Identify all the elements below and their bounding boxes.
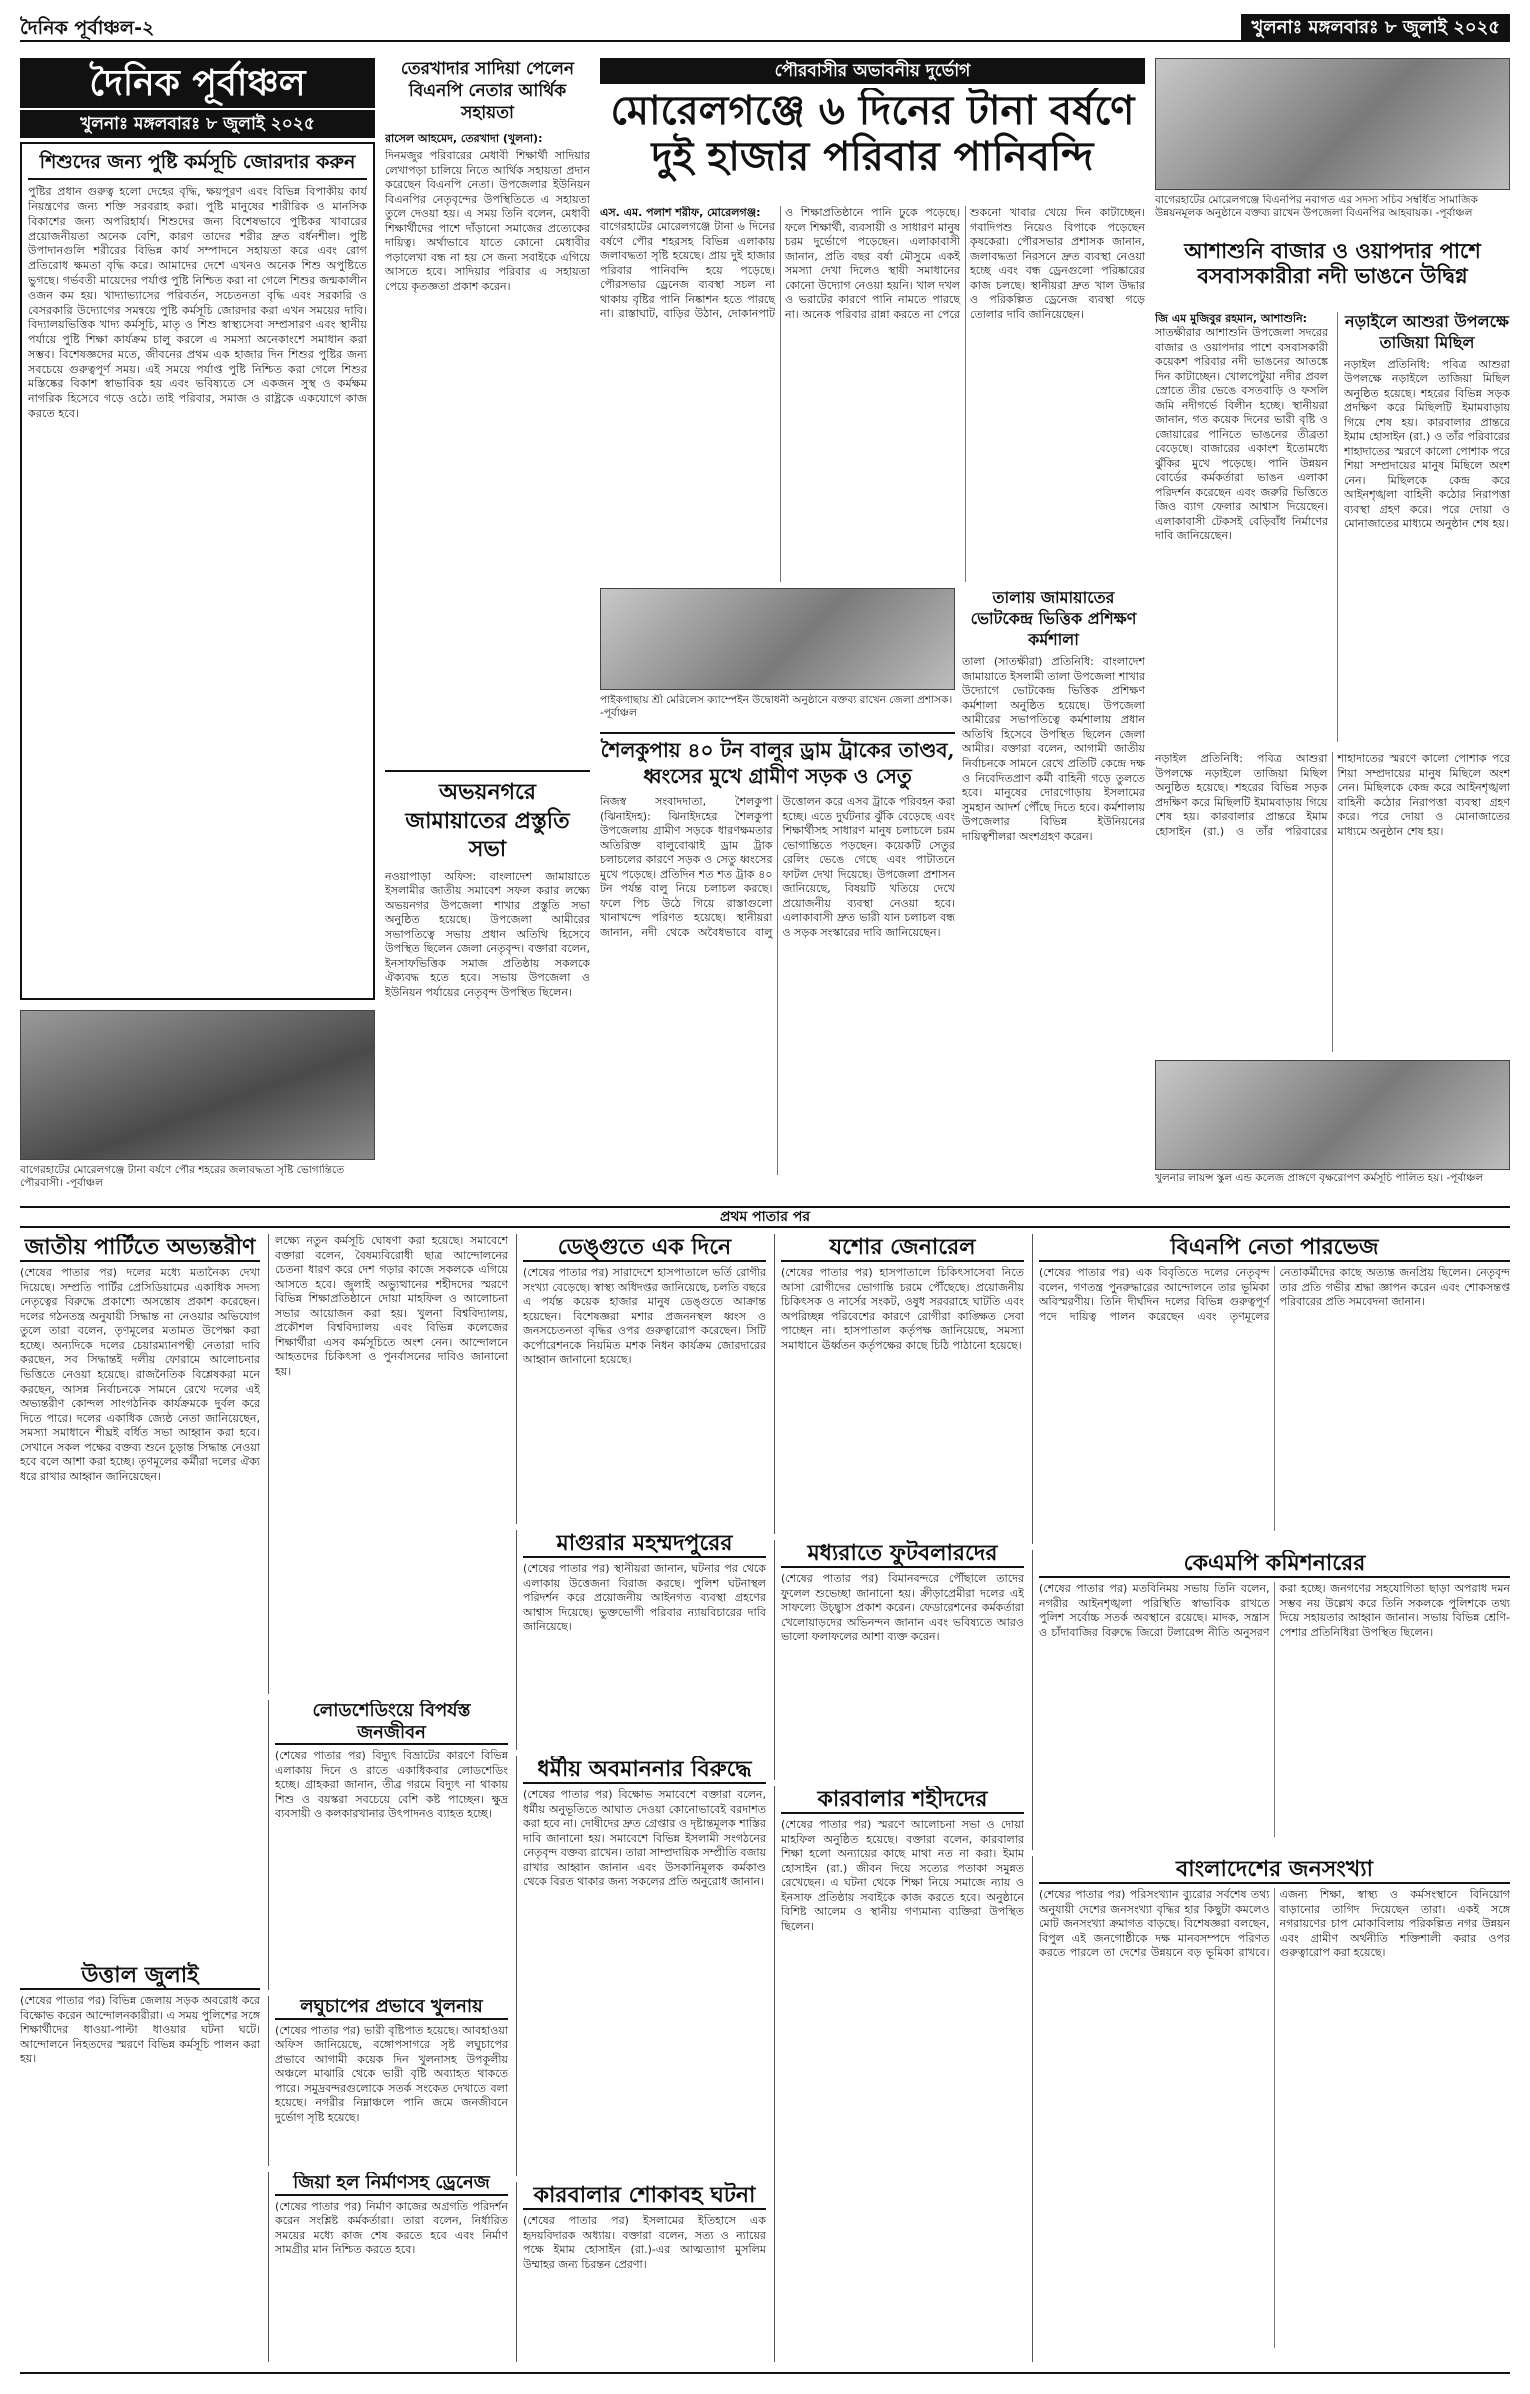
headline-jessore: যশোর জেনারেল	[781, 1234, 1024, 1262]
byline-flood: এস. এম. পলাশ শরীফ, মোরেলগঞ্জ:	[600, 206, 761, 219]
headline-dharmiya: ধর্মীয় অবমাননার বিরুদ্ধে	[523, 1756, 766, 1784]
headline-magura: মাগুরার মহম্মদপুরের	[523, 1530, 766, 1558]
body-deng: (শেষের পাতার পর) সারাদেশে হাসপাতালে ভর্তি রোগীর সংখ্যা বেড়েছে। স্বাস্থ্য অধিদপ্তর জানিয়েছে, চলতি বছরে এ পর্যন্ত কয়েক হাজার মানুষ ডেঙ্গুতে আক্রান্ত হয়েছেন। বিশেষজ্ঞরা মশার প্রজননস্থল ধ্বংস ও জনসচেতনতা বৃদ্ধির ওপর গুরুত্বারোপ করেছেন। সিটি কর্পোরেশনকে নিয়মিত মশক নিধন কার্যক্রম জোরদারের আহ্বান জানানো হয়েছে।	[523, 1266, 766, 1367]
article-deng	[516, 1234, 766, 1524]
body-kmp: (শেষের পাতার পর) মতবিনিময় সভায় তিনি বলেন, নগরীর আইনশৃঙ্খলা পরিস্থিতি স্বাভাবিক রাখতে পুলিশ সর্বোচ্চ সতর্ক অবস্থানে রয়েছে। মাদক, সন্ত্রাস ও চাঁদাবাজির বিরুদ্ধে জিরো টলারেন্স নীতি অনুসরণ করা হচ্ছে। জনগণের সহযোগিতা ছাড়া অপরাধ দমন সম্ভব নয় উল্লেখ করে তিনি সকলকে পুলিশকে তথ্য দিয়ে সহায়তার আহ্বান জানান। সভায় বিভিন্ন শ্রেণি-পেশার প্রতিনিধিরা উপস্থিত ছিলেন।	[1039, 1582, 1510, 1639]
article-karbala2	[774, 1786, 1024, 2362]
article-river	[1155, 312, 1328, 742]
headline-truck: শৈলকুপায় ৪০ টন বালুর ড্রাম ট্রাকের তাণ্ডব, ধ্বংসের মুখে গ্রামীণ সড়ক ও সেতু	[600, 738, 955, 788]
body-magura: (শেষের পাতার পর) স্থানীয়রা জানান, ঘটনার পর থেকে এলাকায় উত্তেজনা বিরাজ করছে। পুলিশ ঘটনাস্থল পরিদর্শন করে প্রয়োজনীয় আইনগত ব্যবস্থা গ্রহণের আশ্বাস দিয়েছে। ভুক্তভোগী পরিবার ন্যায়বিচারের দাবি জানিয়েছে।	[523, 1562, 766, 1634]
body-karbala1: (শেষের পাতার পর) ইসলামের ইতিহাসে এক হৃদয়বিদারক অধ্যায়। বক্তারা বলেন, সত্য ও ন্যায়ের পক্ষে ইমাম হোসাইন (রা.)-এর আত্মত্যাগ মুসলিম উম্মাহর জন্য চিরন্তন প্রেরণা।	[523, 2214, 766, 2271]
article-population	[1032, 1856, 1510, 2362]
headline-abhaynagar: অভয়নগরে জামায়াতের প্রস্তুতি সভা	[405, 779, 570, 863]
headline-flood: মোরেলগঞ্জে ৬ দিনের টানা বর্ষণে দুই হাজার পরিবার পানিবন্দি	[610, 88, 1135, 180]
article-jatiya	[20, 1234, 260, 1954]
body-jessore: (শেষের পাতার পর) হাসপাতালে চিকিৎসাসেবা নিতে আসা রোগীদের ভোগান্তি চরমে পৌঁছেছে। প্রয়োজনীয় চিকিৎসক ও নার্সের সংকট, ওষুধ সরবরাহে ঘাটতি এবং অপরিচ্ছন্ন পরিবেশের কারণে রোগীরা কাঙ্ক্ষিত সেবা পাচ্ছেন না। হাসপাতাল কর্তৃপক্ষ জানিয়েছে, সমস্যা সমাধানে ঊর্ধ্বতন কর্তৃপক্ষের কাছে চিঠি পাঠানো হয়েছে।	[781, 1266, 1024, 1352]
page-header	[20, 14, 1510, 42]
body-zia: (শেষের পাতার পর) নির্মাণ কাজের অগ্রগতি পরিদর্শন করেন সংশ্লিষ্ট কর্মকর্তারা। তারা বলেন, নির্ধারিত সময়ের মধ্যে কাজ শেষ করতে হবে এবং নির্মাণ সামগ্রীর মান নিশ্চিত করতে হবে।	[275, 2199, 508, 2257]
body-lucky: (শেষের পাতার পর) ভারী বৃষ্টিপাত হয়েছে। আবহাওয়া অফিস জানিয়েছে, বঙ্গোপসাগরে সৃষ্ট লঘুচাপের প্রভাবে আগামী কয়েক দিন খুলনাসহ উপকূলীয় অঞ্চলে মাঝারি থেকে ভারী বৃষ্টি অব্যাহত থাকতে পারে। সমুদ্রবন্দরগুলোকে সতর্ক সংকেত দেখাতে বলা হয়েছে। নগরীর নিম্নাঞ্চলে পানি জমে জনজীবনে দুর্ভোগ সৃষ্টি হয়েছে।	[275, 2023, 508, 2124]
headline-jamaat-training: তালায় জামায়াতের ভোটকেন্দ্র ভিত্তিক প্রশিক্ষণ কর্মশালা	[970, 588, 1137, 649]
article-zia	[268, 2172, 508, 2362]
headline-nutrition: শিশুদের জন্য পুষ্টি কর্মসূচি জোরদার করুন	[28, 150, 367, 180]
article-football	[774, 1540, 1024, 1780]
caption-bnp-meeting: বাগেরহাটের মোরেলগঞ্জে বিএনপির নবাগত এর সদস্য সচিব সম্বর্ধিত সামাজিক উন্নয়নমূলক অনুষ্ঠানে বক্তব্য রাখেন উপজেলা বিএনপির আহবায়ক। -পূর্বাঞ্চল	[1155, 194, 1478, 220]
article-ashura	[1337, 312, 1510, 742]
headline-football: মধ্যরাতে ফুটবলারদের	[781, 1540, 1024, 1568]
article-flood	[600, 206, 1145, 582]
body-jamaat-training: তালা (সাতক্ষীরা) প্রতিনিধি: বাংলাদেশ জামায়াতে ইসলামী তালা উপজেলা শাখার উদ্যোগে ভোটকেন্দ্র ভিত্তিক প্রশিক্ষণ কর্মশালা অনুষ্ঠিত হয়েছে। উপজেলা আমীরের সভাপতিত্বে কর্মশালায় প্রধান অতিথি হিসেবে উপস্থিত ছিলেন জেলা আমীর। বক্তারা বলেন, আগামী জাতীয় নির্বাচনকে সামনে রেখে প্রতিটি কেন্দ্রে দক্ষ ও নিবেদিতপ্রাণ কর্মী বাহিনী গড়ে তুলতে হবে। মানুষের দোরগোড়ায় ইসলামের সুমহান আদর্শ পৌঁছে দিতে হবে। কর্মশালায় উপজেলার বিভিন্ন ইউনিয়নের দায়িত্বশীলরা অংশগ্রহণ করেন।	[962, 655, 1145, 843]
article-karbala1	[516, 2182, 766, 2362]
body-population: (শেষের পাতার পর) পরিসংখ্যান ব্যুরোর সর্বশেষ তথ্য অনুযায়ী দেশের জনসংখ্যা বৃদ্ধির হার কিছুটা কমলেও মোট জনসংখ্যা ক্রমাগত বাড়ছে। বিশেষজ্ঞরা বলছেন, বিপুল এই জনগোষ্ঠীকে দক্ষ মানবসম্পদে পরিণত করতে পারলে তা দেশের উন্নয়নে বড় ভূমিকা রাখবে। এজন্য শিক্ষা, স্বাস্থ্য ও কর্মসংস্থানে বিনিয়োগ বাড়ানোর তাগিদ দিয়েছেন তারা। একই সঙ্গে নগরায়ণের চাপ মোকাবিলায় পরিকল্পিত নগর উন্নয়ন এবং গ্রামীণ অর্থনীতি শক্তিশালী করার ওপর গুরুত্বারোপ করা হয়েছে।	[1039, 1888, 1510, 1960]
section-separator: প্রথম পাতার পর	[20, 1206, 1510, 1228]
article-terkhada	[385, 58, 590, 758]
body-dharmiya: (শেষের পাতার পর) বিক্ষোভ সমাবেশে বক্তারা বলেন, ধর্মীয় অনুভূতিতে আঘাত দেওয়া কোনোভাবেই বরদাশত করা হবে না। দোষীদের দ্রুত গ্রেপ্তার ও দৃষ্টান্তমূলক শাস্তির দাবি জানানো হয়। সমাবেশে বিভিন্ন ইসলামী সংগঠনের নেতৃবৃন্দ বক্তব্য রাখেন। তারা সাম্প্রদায়িক সম্প্রীতি বজায় রাখার আহ্বান জানান এবং উসকানিমূলক কর্মকাণ্ড থেকে বিরত থাকার জন্য সকলের প্রতি অনুরোধ জানান।	[523, 1788, 766, 1889]
caption-campaign: পাইকগাছায় শ্রী মেরিলেস ক্যাম্পেইন উদ্বোধনী অনুষ্ঠানে বক্তব্য রাখেন জেলা প্রশাসক। -পূর্বাঞ্চল	[600, 694, 953, 720]
body-flood: বাগেরহাটের মোরেলগঞ্জে টানা ৬ দিনের বর্ষণে পৌর শহরসহ বিভিন্ন এলাকায় জলাবদ্ধতা সৃষ্টি হয়েছে। প্রায় দুই হাজার পরিবার পানিবন্দি হয়ে পড়েছে। পৌরসভার ড্রেনেজ ব্যবস্থা সচল না থাকায় বৃষ্টির পানি নিষ্কাশন হতে পারছে না। রাস্তাঘাট, বাড়ির উঠান, দোকানপাট ও শিক্ষাপ্রতিষ্ঠানে পানি ঢুকে পড়েছে। ফলে শিক্ষার্থী, ব্যবসায়ী ও সাধারণ মানুষ চরম দুর্ভোগে পড়েছেন। এলাকাবাসী জানান, প্রতি বছর বর্ষা মৌসুমে একই সমস্যা দেখা দিলেও স্থায়ী সমাধানের কোনো উদ্যোগ নেওয়া হয়নি। খাল দখল ও ভরাটের কারণে পানি নামতে পারছে না। অনেক পরিবার রান্না করতে না পেরে শুকনো খাবার খেয়ে দিন কাটাচ্ছেন। গবাদিপশু নিয়েও বিপাকে পড়েছেন কৃষকেরা। পৌরসভার প্রশাসক জানান, জলাবদ্ধতা নিরসনে দ্রুত ব্যবস্থা নেওয়া হচ্ছে এবং বন্ধ ড্রেনগুলো পরিষ্কারের কাজ চলছে। স্থানীয়রা দ্রুত খাল উদ্ধার ও পরিকল্পিত ড্রেনেজ ব্যবস্থা গড়ে তোলার দাবি জানিয়েছেন।	[600, 206, 1145, 321]
body-truck: নিজস্ব সংবাদদাতা, শৈলকুপা (ঝিনাইদহ): ঝিনাইদহের শৈলকুপা উপজেলায় গ্রামীণ সড়কে ধারণক্ষমতার অতিরিক্ত বালুবোঝাই ড্রাম ট্রাক চলাচলের কারণে সড়ক ও সেতু ধ্বংসের মুখে পড়েছে। প্রতিদিন শত শত ট্রাক ৪০ টন পর্যন্ত বালু নিয়ে চলাচল করছে। ফলে পিচ উঠে গিয়ে রাস্তাগুলো খানাখন্দে পরিণত হয়েছে। স্থানীয়রা জানান, নদী থেকে অবৈধভাবে বালু উত্তোলন করে এসব ট্রাকে পরিবহন করা হচ্ছে। এতে দুর্ঘটনার ঝুঁকি বেড়েছে এবং শিক্ষার্থীসহ সাধারণ মানুষ চলাচলে চরম ভোগান্তিতে পড়ছেন। কয়েকটি সেতুর রেলিং ভেঙে গেছে এবং পাটাতনে ফাটল দেখা দিয়েছে। উপজেলা প্রশাসন জানিয়েছে, বিষয়টি খতিয়ে দেখে প্রয়োজনীয় ব্যবস্থা নেওয়া হবে। এলাকাবাসী দ্রুত ভারী যান চলাচল বন্ধ ও সড়ক সংস্কারের দাবি জানিয়েছেন।	[600, 795, 955, 939]
body-lod: (শেষের পাতার পর) বিদ্যুৎ বিভ্রাটের কারণে বিভিন্ন এলাকায় দিনে ও রাতে একাধিকবার লোডশেডিং হচ্ছে। গ্রাহকরা জানান, তীব্র গরমে বিদ্যুৎ না থাকায় শিশু ও বয়স্করা সবচেয়ে বেশি কষ্ট পাচ্ছেন। ক্ষুদ্র ব্যবসায়ী ও কলকারখানার উৎপাদনও ব্যাহত হচ্ছে।	[275, 1749, 508, 1821]
body-karbala2: (শেষের পাতার পর) স্মরণে আলোচনা সভা ও দোয়া মাহফিল অনুষ্ঠিত হয়েছে। বক্তারা বলেন, কারবালার শিক্ষা হলো অন্যায়ের কাছে মাথা নত না করা। ইমাম হোসাইন (রা.) জীবন দিয়ে সত্যের পতাকা সমুন্নত রেখেছেন। এ ঘটনা থেকে শিক্ষা নিয়ে সমাজে ন্যায় ও ইনসাফ প্রতিষ্ঠায় সবাইকে কাজ করতে হবে। অনুষ্ঠানে বিশিষ্ট আলেম ও স্থানীয় গণ্যমান্য ব্যক্তিরা উপস্থিত ছিলেন।	[781, 1818, 1024, 1933]
headline-karbala1: কারবালার শোকাবহ ঘটনা	[523, 2182, 766, 2210]
page-label: দৈনিক পূর্বাঞ্চল-২	[20, 17, 155, 39]
article-lod	[268, 1700, 508, 1990]
headline-bnp: বিএনপি নেতা পারভেজ	[1039, 1234, 1510, 1262]
body-jatiya: (শেষের পাতার পর) দলের মধ্যে মতানৈক্য দেখা দিয়েছে। সম্প্রতি পার্টির প্রেসিডিয়ামের একাধিক সদস্য নেতৃত্বের বিরুদ্ধে প্রকাশ্যে অসন্তোষ প্রকাশ করেছেন। দলের গঠনতন্ত্র অনুযায়ী সিদ্ধান্ত না নেওয়ার অভিযোগ তুলে তারা বলেন, তৃণমূলের মতামত উপেক্ষা করা হচ্ছে। অন্যদিকে দলের চেয়ারম্যানপন্থী নেতারা দাবি করছেন, সব সিদ্ধান্তই দলীয় ফোরামে আলোচনার ভিত্তিতে নেওয়া হয়েছে। রাজনৈতিক বিশ্লেষকরা মনে করছেন, আসন্ন নির্বাচনকে সামনে রেখে দলের এই অভ্যন্তরীণ কোন্দল সাংগঠনিক কার্যক্রমকে দুর্বল করে দিতে পারে। দলের একাধিক জ্যেষ্ঠ নেতা জানিয়েছেন, সমস্যা সমাধানে শীঘ্রই বর্ধিত সভা আহ্বান করা হবে। সেখানে সকল পক্ষের বক্তব্য শুনে চূড়ান্ত সিদ্ধান্ত নেওয়া হবে বলে আশা করা হচ্ছে। তৃণমূলের কর্মীরা দলের ঐক্য ধরে রাখার আহ্বান জানিয়েছেন।	[20, 1266, 260, 1483]
headline-jatiya: জাতীয় পার্টিতে অভ্যন্তরীণ	[20, 1234, 260, 1262]
body-river: সাতক্ষীরার আশাশুনি উপজেলা সদরের বাজার ও ওয়াপদার পাশে বসবাসকারী কয়েকশ পরিবার নদী ভাঙনের আতঙ্কে দিন কাটাচ্ছেন। খোলপেটুয়া নদীর প্রবল স্রোতে তীর ভেঙে বসতবাড়ি ও ফসলি জমি নদীগর্ভে বিলীন হচ্ছে। স্থানীয়রা জানান, গত কয়েক দিনের ভারী বৃষ্টি ও জোয়ারের পানিতে ভাঙনের তীব্রতা বেড়েছে। বাজারের একাংশ ইতোমধ্যে ঝুঁকির মুখে পড়েছে। পানি উন্নয়ন বোর্ডের কর্মকর্তারা ভাঙন এলাকা পরিদর্শন করেছেন এবং জরুরি ভিত্তিতে জিও ব্যাগ ফেলার আশ্বাস দিয়েছেন। এলাকাবাসী টেকসই বেড়িবাঁধ নির্মাণের দাবি জানিয়েছেন।	[1155, 326, 1328, 543]
bottom-rule	[20, 2372, 1510, 2374]
article-lucky	[268, 1996, 508, 2166]
headline-karbala2: কারবালার শহীদদের	[781, 1786, 1024, 1814]
headline-deng: ডেঙ্গুতে এক দিনে	[523, 1234, 766, 1262]
body-bnp: (শেষের পাতার পর) এক বিবৃতিতে দলের নেতৃবৃন্দ বলেন, গণতন্ত্র পুনরুদ্ধারের আন্দোলনে তার ভূমিকা অবিস্মরণীয়। তিনি দীর্ঘদিন দলের বিভিন্ন গুরুত্বপূর্ণ পদে দায়িত্ব পালন করেছেন এবং তৃণমূলের নেতাকর্মীদের কাছে অত্যন্ত জনপ্রিয় ছিলেন। নেতৃবৃন্দ তার প্রতি গভীর শ্রদ্ধা জ্ঞাপন করেন এবং শোকসন্তপ্ত পরিবারের প্রতি সমবেদনা জানান।	[1039, 1266, 1510, 1323]
body-nutrition: পুষ্টির প্রধান গুরুত্ব হলো দেহের বৃদ্ধি, ক্ষয়পূরণ এবং বিভিন্ন বিপাকীয় কার্য নিয়ন্ত্রণের জন্য শক্তি সরবরাহ করা। পুষ্টি মানুষের শারীরিক ও মানসিক বিকাশের জন্য অপরিহার্য। শিশুদের জন্য বিশেষভাবে পুষ্টিকর খাবারের প্রয়োজনীয়তা অনেক বেশি, কারণ তাদের শরীর দ্রুত বর্ধনশীল। পুষ্টি উপাদানগুলি শরীরের বিভিন্ন কার্য সম্পাদনে সহায়তা করে এবং রোগ প্রতিরোধ ক্ষমতা বৃদ্ধি করে। আমাদের দেশে এখনও অনেক শিশু অপুষ্টিতে ভুগছে। গর্ভবতী মায়েদের পর্যাপ্ত পুষ্টি নিশ্চিত করা না গেলে শিশুর জন্মকালীন ওজন কম হয়। খাদ্যাভ্যাসের পরিবর্তন, সচেতনতা বৃদ্ধি এবং সরকারি ও বেসরকারি উদ্যোগের সমন্বয়ে পুষ্টি কর্মসূচি জোরদার করা এখন সময়ের দাবি। বিদ্যালয়ভিত্তিক খাদ্য কর্মসূচি, মাতৃ ও শিশু স্বাস্থ্যসেবা সম্প্রসারণ এবং স্থানীয় পর্যায়ে পুষ্টি শিক্ষা কার্যক্রম চালু করলে এ সমস্যা অনেকাংশে সমাধান করা সম্ভব। বিশেষজ্ঞদের মতে, জীবনের প্রথম এক হাজার দিন শিশুর পুষ্টির জন্য সবচেয়ে গুরুত্বপূর্ণ সময়। এই সময়ে পর্যাপ্ত পুষ্টি নিশ্চিত করা গেলে শিশুর মস্তিষ্কের বিকাশ স্বাভাবিক হয় এবং ভবিষ্যতে সে একজন সুস্থ ও কর্মক্ষম নাগরিক হিসেবে গড়ে ওঠে। তাই পরিবার, সমাজ ও রাষ্ট্রকে একযোগে কাজ করতে হবে।	[28, 185, 367, 421]
body-middle-top: লক্ষ্যে নতুন কর্মসূচি ঘোষণা করা হয়েছে। সমাবেশে বক্তারা বলেন, বৈষম্যবিরোধী ছাত্র আন্দোলনের চেতনা ধারণ করে দেশ গড়ার কাজে সকলকে এগিয়ে আসতে হবে। জুলাই অভ্যুত্থানের শহীদদের স্মরণে বিভিন্ন শিক্ষাপ্রতিষ্ঠানে দোয়া মাহফিল ও আলোচনা সভার আয়োজন করা হয়। খুলনা বিশ্ববিদ্যালয়, প্রকৌশল বিশ্ববিদ্যালয় এবং বিভিন্ন কলেজের শিক্ষার্থীরা এসব কর্মসূচিতে অংশ নেন। আন্দোলনে আহতদের চিকিৎসা ও পুনর্বাসনের দাবিও জানানো হয়।	[275, 1234, 508, 1378]
article-nutrition	[20, 142, 375, 1000]
byline-river: জি এম মুজিবুর রহমান, আশাশুনি:	[1155, 312, 1308, 325]
article-jessore	[774, 1234, 1024, 1534]
headline-terkhada: তেরখাদার সাদিয়া পেলেন বিএনপি নেতার আর্থিক সহায়তা	[400, 59, 575, 124]
article-magura	[516, 1530, 766, 1750]
article-truck	[600, 732, 955, 1200]
photo-bnp-meeting	[1155, 58, 1510, 190]
article-kmp	[1032, 1550, 1510, 1850]
headline-river: আশাশুনি বাজার ও ওয়াপদার পাশে বসবাসকারীরা নদী ভাঙনে উদ্বিগ্ন	[1184, 238, 1481, 289]
body-ashura-continued: নড়াইল প্রতিনিধি: পবিত্র আশুরা উপলক্ষে নড়াইলে তাজিয়া মিছিল অনুষ্ঠিত হয়েছে। শহরের বিভিন্ন সড়ক প্রদক্ষিণ করে মিছিলটি ইমামবাড়ায় গিয়ে শেষ হয়। কারবালার প্রান্তরে ইমাম হোসাইন (রা.) ও তাঁর পরিবারের শাহাদাতের স্মরণে কালো পোশাক পরে শিয়া সম্প্রদায়ের মানুষ মিছিলে অংশ নেন। মিছিলকে কেন্দ্র করে আইনশৃঙ্খলা বাহিনী কঠোর নিরাপত্তা ব্যবস্থা গ্রহণ করে। পরে দোয়া ও মোনাজাতের মাধ্যমে অনুষ্ঠান শেষ হয়।	[1155, 752, 1510, 838]
headline-lod: লোডশেডিংয়ে বিপর্যস্ত জনজীবন	[275, 1700, 508, 1745]
article-july	[20, 1962, 260, 2362]
caption-flood-street: বাগেরহাটের মোরেলগঞ্জে টানা বর্ষণে পৌর শহরের জলাবদ্ধতা সৃষ্টি ভোগান্তিতে পৌরবাসী। -পূর্বাঞ্চল	[20, 1164, 345, 1190]
body-july: (শেষের পাতার পর) বিভিন্ন জেলায় সড়ক অবরোধ করে বিক্ষোভ করেন আন্দোলনকারীরা। এ সময় পুলিশের সঙ্গে শিক্ষার্থীদের ধাওয়া-পাল্টা ধাওয়ার ঘটনা ঘটে। আন্দোলনে নিহতদের স্মরণে বিভিন্ন কর্মসূচি পালন করা হয়।	[20, 1994, 260, 2066]
photo-tree-planting	[1155, 1060, 1510, 1170]
headline-july: উত্তাল জুলাই	[20, 1962, 260, 1990]
headline-zia: জিয়া হল নির্মাণসহ ড্রেনেজ	[275, 2172, 508, 2196]
article-middle-top	[268, 1234, 508, 1694]
caption-tree-planting: খুলনার লায়ন্স স্কুল এন্ড কলেজ প্রাঙ্গণে বৃক্ষরোপণ কর্মসূচি পালিত হয়। -পূর্বাঞ্চল	[1155, 1172, 1484, 1184]
article-bnp	[1032, 1234, 1510, 1544]
photo-campaign-event	[600, 588, 955, 690]
body-football: (শেষের পাতার পর) বিমানবন্দরে পৌঁছালে তাদের ফুলেল শুভেচ্ছা জানানো হয়। ক্রীড়াপ্রেমীরা দলের এই সাফল্যে উচ্ছ্বাস প্রকাশ করেন। ফেডারেশনের কর্মকর্তারা খেলোয়াড়দের অভিনন্দন জানান এবং ভবিষ্যতে আরও ভালো ফলাফলের আশা ব্যক্ত করেন।	[781, 1572, 1024, 1644]
masthead-logo: দৈনিক পূর্বাঞ্চল	[20, 58, 375, 108]
headline-kmp: কেএমপি কমিশনারের	[1039, 1550, 1510, 1578]
masthead-date: খুলনাঃ মঙ্গলবারঃ ৮ জুলাই ২০২৫	[20, 110, 375, 138]
article-dharmiya	[516, 1756, 766, 2176]
article-jamaat-training	[962, 588, 1145, 1198]
headline-ashura: নড়াইলে আশুরা উপলক্ষে তাজিয়া মিছিল	[1345, 312, 1509, 352]
byline-terkhada: রাসেল আহমেদ, তেরখাদা (খুলনা):	[385, 132, 543, 146]
body-terkhada: দিনমজুর পরিবারের মেধাবী শিক্ষার্থী সাদিয়ার লেখাপড়া চালিয়ে নিতে আর্থিক সহায়তা প্রদান করেছেন বিএনপি নেতা। উপজেলার ইউনিয়ন বিএনপির নেতৃবৃন্দের উপস্থিতিতে এ সহায়তা তুলে দেওয়া হয়। এ সময় তিনি বলেন, মেধাবী শিক্ষার্থীদের পাশে দাঁড়ানো সমাজের প্রত্যেকের দায়িত্ব। অর্থাভাবে যাতে কোনো মেধাবীর পড়ালেখা বন্ধ না হয় সে জন্য সবাইকে এগিয়ে আসতে হবে। সাদিয়ার পরিবার এ সহায়তা পেয়ে কৃতজ্ঞতা প্রকাশ করেন।	[385, 149, 590, 293]
body-ashura: নড়াইল প্রতিনিধি: পবিত্র আশুরা উপলক্ষে নড়াইলে তাজিয়া মিছিল অনুষ্ঠিত হয়েছে। শহরের বিভিন্ন সড়ক প্রদক্ষিণ করে মিছিলটি ইমামবাড়ায় গিয়ে শেষ হয়। কারবালার প্রান্তরে ইমাম হোসাইন (রা.) ও তাঁর পরিবারের শাহাদাতের স্মরণে কালো পোশাক পরে শিয়া সম্প্রদায়ের মানুষ মিছিলে অংশ নেন। মিছিলকে কেন্দ্র করে আইনশৃঙ্খলা বাহিনী কঠোর নিরাপত্তা ব্যবস্থা গ্রহণ করে। পরে দোয়া ও মোনাজাতের মাধ্যমে অনুষ্ঠান শেষ হয়।	[1344, 357, 1510, 531]
headline-lucky: লঘুচাপের প্রভাবে খুলনায়	[275, 1996, 508, 2020]
photo-flood-street	[20, 1010, 375, 1160]
header-date: খুলনাঃ মঙ্গলবারঃ ৮ জুলাই ২০২৫	[1241, 14, 1510, 41]
headline-population: বাংলাদেশের জনসংখ্যা	[1039, 1856, 1510, 1884]
article-abhaynagar	[385, 770, 590, 1200]
body-abhaynagar: নওয়াপাড়া অফিস: বাংলাদেশ জামায়াতে ইসলামীর জাতীয় সমাবেশ সফল করার লক্ষ্যে অভয়নগর উপজেলা শাখার প্রস্তুতি সভা অনুষ্ঠিত হয়েছে। উপজেলা আমীরের সভাপতিত্বে সভায় প্রধান অতিথি হিসেবে উপস্থিত ছিলেন জেলা নেতৃবৃন্দ। বক্তারা বলেন, ইনসাফভিত্তিক সমাজ প্রতিষ্ঠায় সকলকে ঐক্যবদ্ধ হতে হবে। সভায় উপজেলা ও ইউনিয়ন পর্যায়ের নেতৃবৃন্দ উপস্থিত ছিলেন।	[385, 869, 590, 999]
kicker-flood: পৌরবাসীর অভাবনীয় দুর্ভোগ	[600, 58, 1145, 84]
